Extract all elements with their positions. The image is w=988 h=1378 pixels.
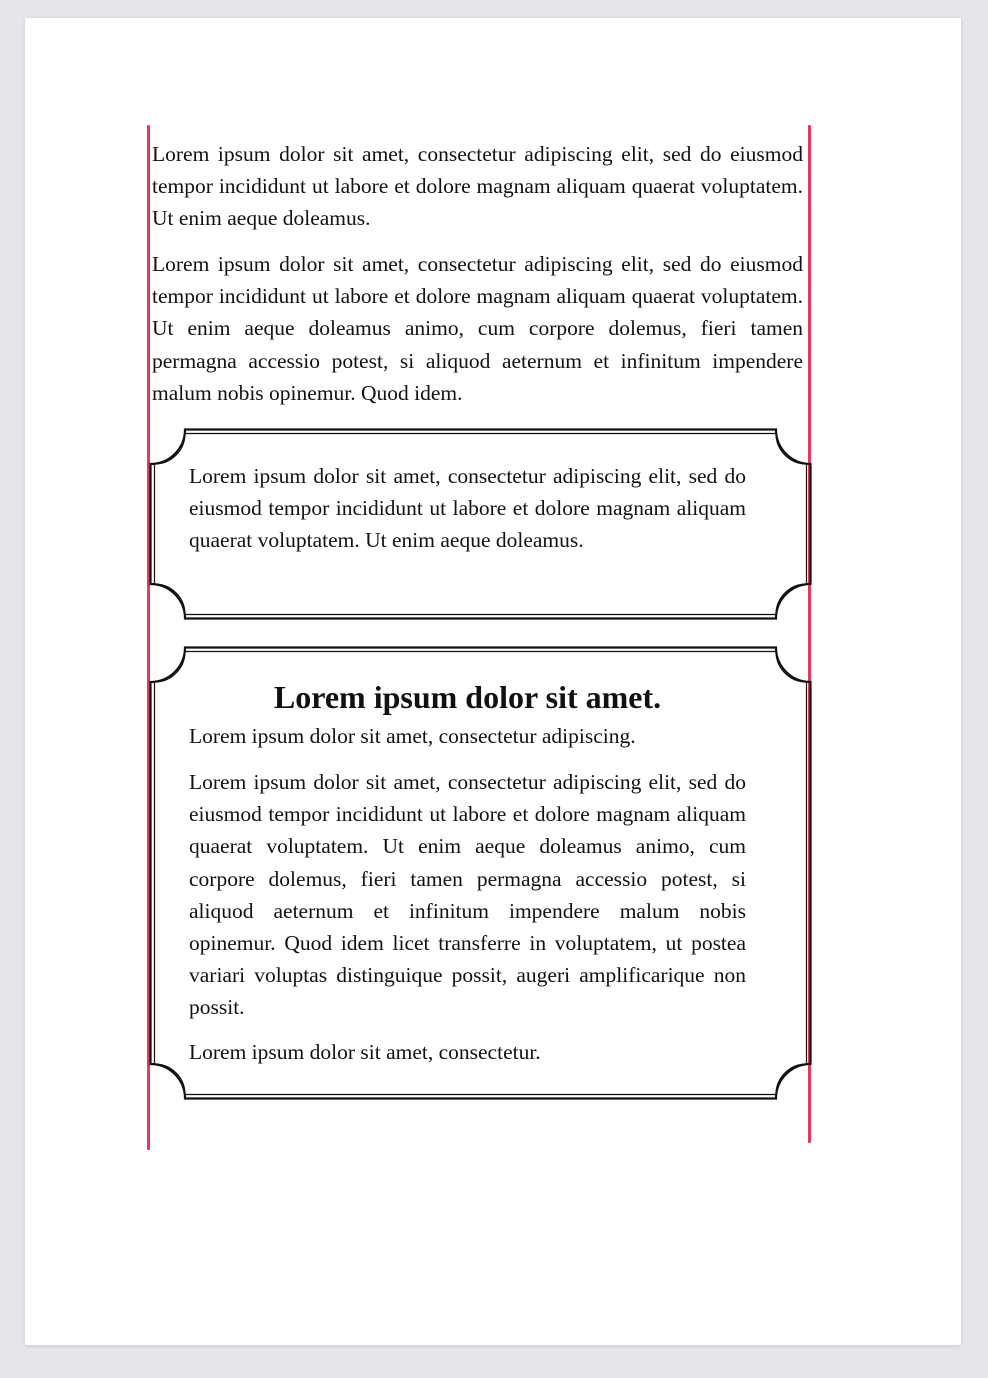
framed-box-1-text: Lorem ipsum dolor sit amet, consectetur adipiscing elit, sed do eiusmod tempor incididunt ut labore et dolore magnam aliquam quaerat voluptatem. Ut enim aeque doleamus. bbox=[189, 464, 746, 553]
framed-box-2-title: Lorem ipsum dolor sit amet. bbox=[273, 679, 662, 715]
framed-box-2-footer: Lorem ipsum dolor sit amet, consectetur. bbox=[189, 1040, 541, 1064]
framed-box-2-body: Lorem ipsum dolor sit amet, consectetur adipiscing elit, sed do eiusmod tempor incididunt ut labore et dolore magnam aliquam quaerat voluptatem. Ut enim aeque doleamus animo, cum corpore dolemus, fieri tamen permagna accessio potest, si aliquod aeternum et infinitum impendere malum nobis opinemur. Quod idem licet transferre in voluptatem, ut postea variari voluptas distinguique possit, augeri amplificarique non possit. bbox=[189, 770, 746, 1020]
document-page bbox=[25, 18, 961, 1345]
framed-box-1 bbox=[149, 428, 812, 620]
body-paragraph-1: Lorem ipsum dolor sit amet, consectetur adipiscing elit, sed do eiusmod tempor incididunt ut labore et dolore magnam aliquam quaerat voluptatem. Ut enim aeque doleamus. bbox=[152, 142, 803, 231]
body-paragraph-2: Lorem ipsum dolor sit amet, consectetur adipiscing elit, sed do eiusmod tempor incididunt ut labore et dolore magnam aliquam quaerat voluptatem. Ut enim aeque doleamus animo, cum corpore dolemus, fieri tamen permagna accessio potest, si aliquod aeternum et infinitum impendere malum nobis opinemur. Quod idem. bbox=[152, 252, 803, 405]
framed-box-2-subtitle: Lorem ipsum dolor sit amet, consectetur adipiscing. bbox=[189, 724, 636, 748]
framed-box-2 bbox=[149, 646, 812, 1100]
